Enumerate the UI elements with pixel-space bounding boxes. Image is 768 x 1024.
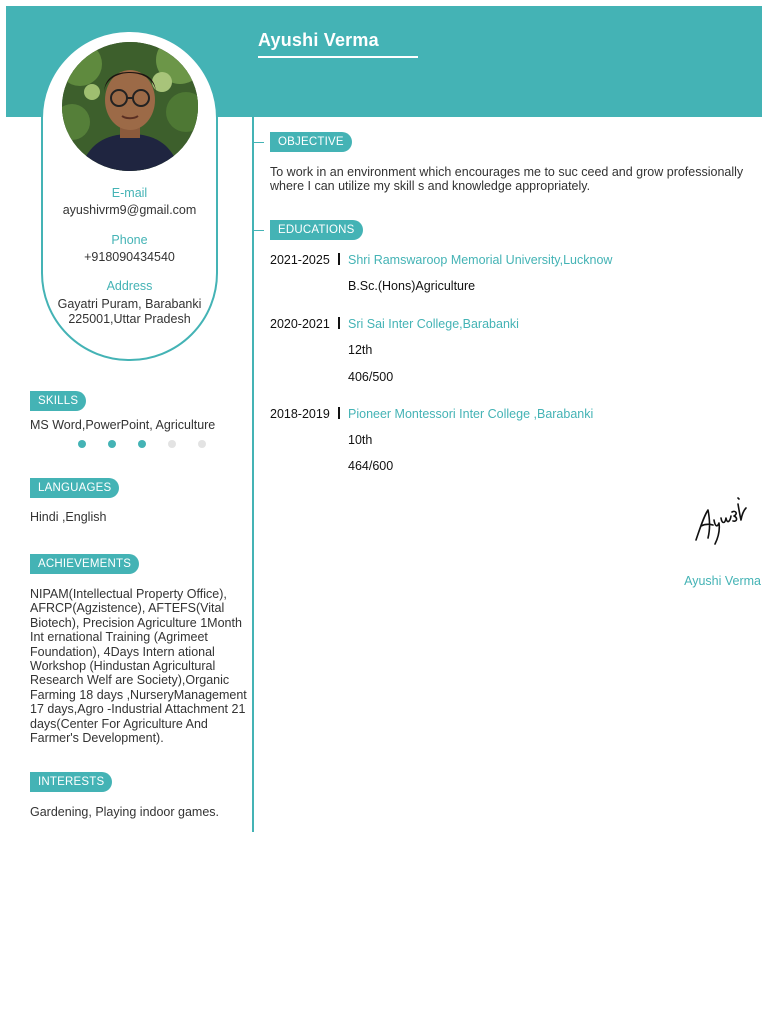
education-years: 2018-2019 bbox=[270, 407, 330, 421]
objective-line-1: To work in an environment which encourages me to suc ceed and grow professionally bbox=[270, 165, 744, 179]
address-label: Address bbox=[106, 279, 153, 293]
skill-dot-empty bbox=[168, 440, 176, 448]
skill-dot-filled bbox=[108, 440, 116, 448]
address-line-1: Gayatri Puram, Barabanki bbox=[57, 297, 202, 311]
signature-name: Ayushi Verma bbox=[684, 574, 761, 588]
objective-tick bbox=[254, 142, 264, 143]
skill-dot-empty bbox=[198, 440, 206, 448]
education-tick bbox=[254, 230, 264, 231]
education-separator bbox=[338, 317, 340, 329]
achievements-line: days(Center For Agriculture And bbox=[30, 716, 208, 731]
achievements-heading: ACHIEVEMENTS bbox=[30, 554, 139, 574]
candidate-name: Ayushi Verma bbox=[258, 30, 379, 50]
objective-text bbox=[270, 165, 760, 194]
education-institution: Sri Sai Inter College,Barabanki bbox=[348, 317, 519, 331]
education-score: 406/500 bbox=[348, 370, 394, 384]
achievements-line: 17 days,Agro -Industrial Attachment 21 bbox=[30, 702, 246, 717]
education-separator bbox=[338, 407, 340, 419]
address-line-2: 225001,Uttar Pradesh bbox=[68, 312, 191, 326]
phone-label: Phone bbox=[111, 233, 148, 247]
education-grade: 12th bbox=[348, 343, 373, 357]
achievements-line: Int ernational Training (Agrimeet bbox=[30, 630, 208, 645]
achievements-line: Farmer's Development). bbox=[30, 731, 164, 746]
interests-text: Gardening, Playing indoor games. bbox=[30, 805, 220, 819]
achievements-text bbox=[30, 587, 252, 745]
education-grade: 10th bbox=[348, 433, 373, 447]
interests-heading: INTERESTS bbox=[30, 772, 112, 792]
achievements-line: Biotech), Precision Agriculture 1Month bbox=[30, 615, 242, 630]
education-degree: B.Sc.(Hons)Agriculture bbox=[348, 279, 476, 293]
phone-value: +918090434540 bbox=[84, 250, 175, 264]
achievements-line: Foundation), 4Days Intern ational bbox=[30, 644, 215, 659]
name-underline bbox=[258, 56, 418, 58]
profile-photo-image bbox=[62, 42, 198, 171]
objective-heading: OBJECTIVE bbox=[270, 132, 352, 152]
education-years: 2020-2021 bbox=[270, 317, 330, 331]
email-label: E-mail bbox=[111, 186, 148, 200]
skill-dot-filled bbox=[78, 440, 86, 448]
objective-line-2: where I can utilize my skill s and knowledge appropriately. bbox=[270, 179, 591, 194]
skills-text: MS Word,PowerPoint, Agriculture bbox=[30, 418, 216, 432]
achievements-line: AFRCP(Agzistence), AFTEFS(Vital bbox=[30, 601, 225, 616]
education-years: 2021-2025 bbox=[270, 253, 330, 267]
education-institution: Shri Ramswaroop Memorial University,Lucknow bbox=[348, 253, 613, 267]
languages-text: Hindi ,English bbox=[30, 510, 107, 524]
profile-photo bbox=[62, 42, 198, 171]
education-score: 464/600 bbox=[348, 459, 394, 473]
achievements-line: Farming 18 days ,NurseryManagement bbox=[30, 687, 247, 702]
education-separator bbox=[338, 253, 340, 265]
email-value: ayushivrm9@gmail.com bbox=[62, 203, 197, 217]
signature-image bbox=[688, 490, 748, 545]
education-heading: EDUCATIONS bbox=[270, 220, 363, 240]
skills-heading: SKILLS bbox=[30, 391, 86, 411]
skill-dot-filled bbox=[138, 440, 146, 448]
languages-heading: LANGUAGES bbox=[30, 478, 119, 498]
vertical-divider bbox=[252, 117, 254, 832]
achievements-line: Research Welf are Society),Organic bbox=[30, 673, 230, 688]
achievements-line: Workshop (Hindustan Agricultural bbox=[30, 659, 216, 674]
achievements-line: NIPAM(Intellectual Property Office), bbox=[30, 587, 227, 601]
education-institution: Pioneer Montessori Inter College ,Barabanki bbox=[348, 407, 594, 421]
